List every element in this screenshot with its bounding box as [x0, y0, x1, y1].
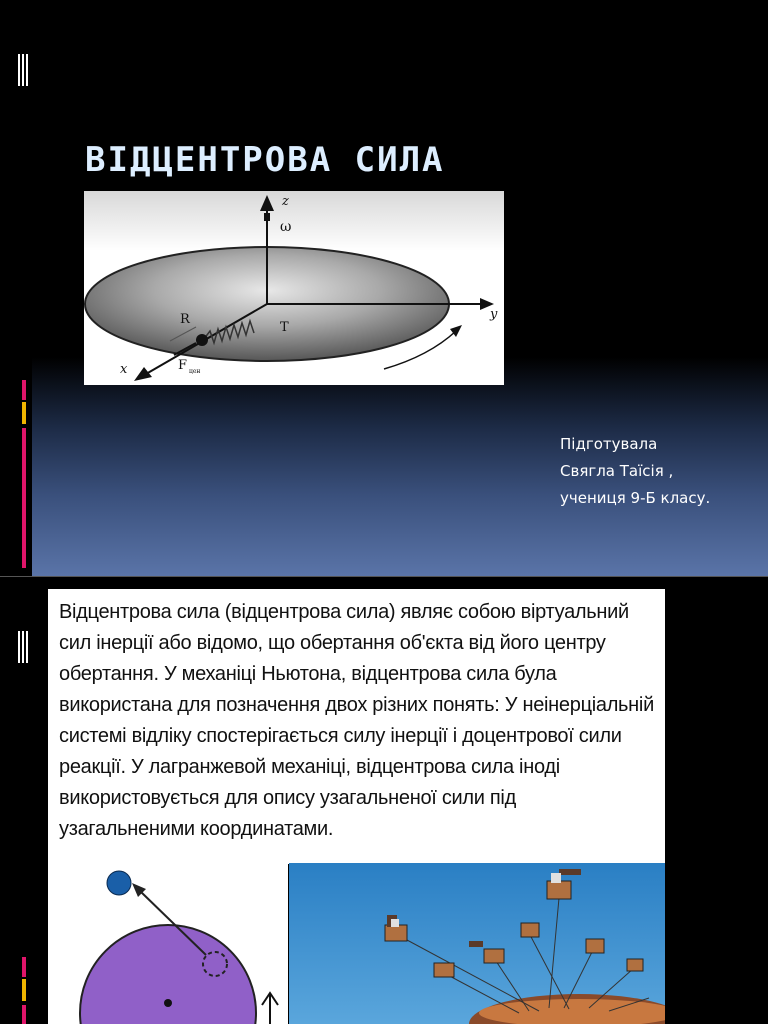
author-line: Свягла Таїсія , — [560, 462, 674, 480]
force-label: F — [178, 358, 188, 373]
rotating-disk-diagram — [84, 191, 504, 385]
accent-bar-yellow — [22, 402, 26, 424]
accent-bar-pink — [22, 957, 26, 977]
decorative-stripes — [18, 631, 30, 663]
slide-left-bar — [0, 577, 32, 1024]
author-block — [560, 431, 710, 512]
author-line: Підготувала — [560, 435, 658, 453]
axis-x-label: x — [120, 362, 128, 377]
axis-y-label: y — [490, 307, 498, 322]
definition-text-box — [48, 589, 665, 864]
circular-motion-diagram — [48, 863, 288, 1024]
slide-title-text: ВІДЦЕНТРОВА СИЛА — [85, 140, 445, 180]
accent-bar-pink-long — [22, 428, 26, 568]
axis-z-label: z — [282, 194, 289, 209]
slide-left-bar — [0, 0, 32, 576]
tension-label: T — [280, 320, 289, 335]
decorative-stripes — [18, 54, 30, 86]
accent-bar-pink-long — [22, 1005, 26, 1024]
author-line: учениця 9-Б класу. — [560, 489, 711, 507]
slide-content — [0, 577, 768, 1024]
swing-ride-photo — [289, 863, 665, 1024]
omega-label: ω — [280, 219, 292, 235]
force-subscript: цен — [189, 368, 201, 375]
radius-label: R — [180, 312, 190, 327]
definition-paragraph: Відцентрова сила (відцентрова сила) являє собою віртуальний сил інерції або відомо, що обертання об'єкта від його центру обертання. У механіці Ньютона, відцентрова сила була використана для позначення двох різних понять: У неінерціальній системі відліку спостерігається силу інерції і доцентрової сили реакції. У лагранжевой механіці, відцентрова сила іноді використовується для опису узагальненої сили під узагальненими координатами. — [59, 601, 654, 840]
accent-bar-yellow — [22, 979, 26, 1001]
accent-bar-pink — [22, 380, 26, 400]
